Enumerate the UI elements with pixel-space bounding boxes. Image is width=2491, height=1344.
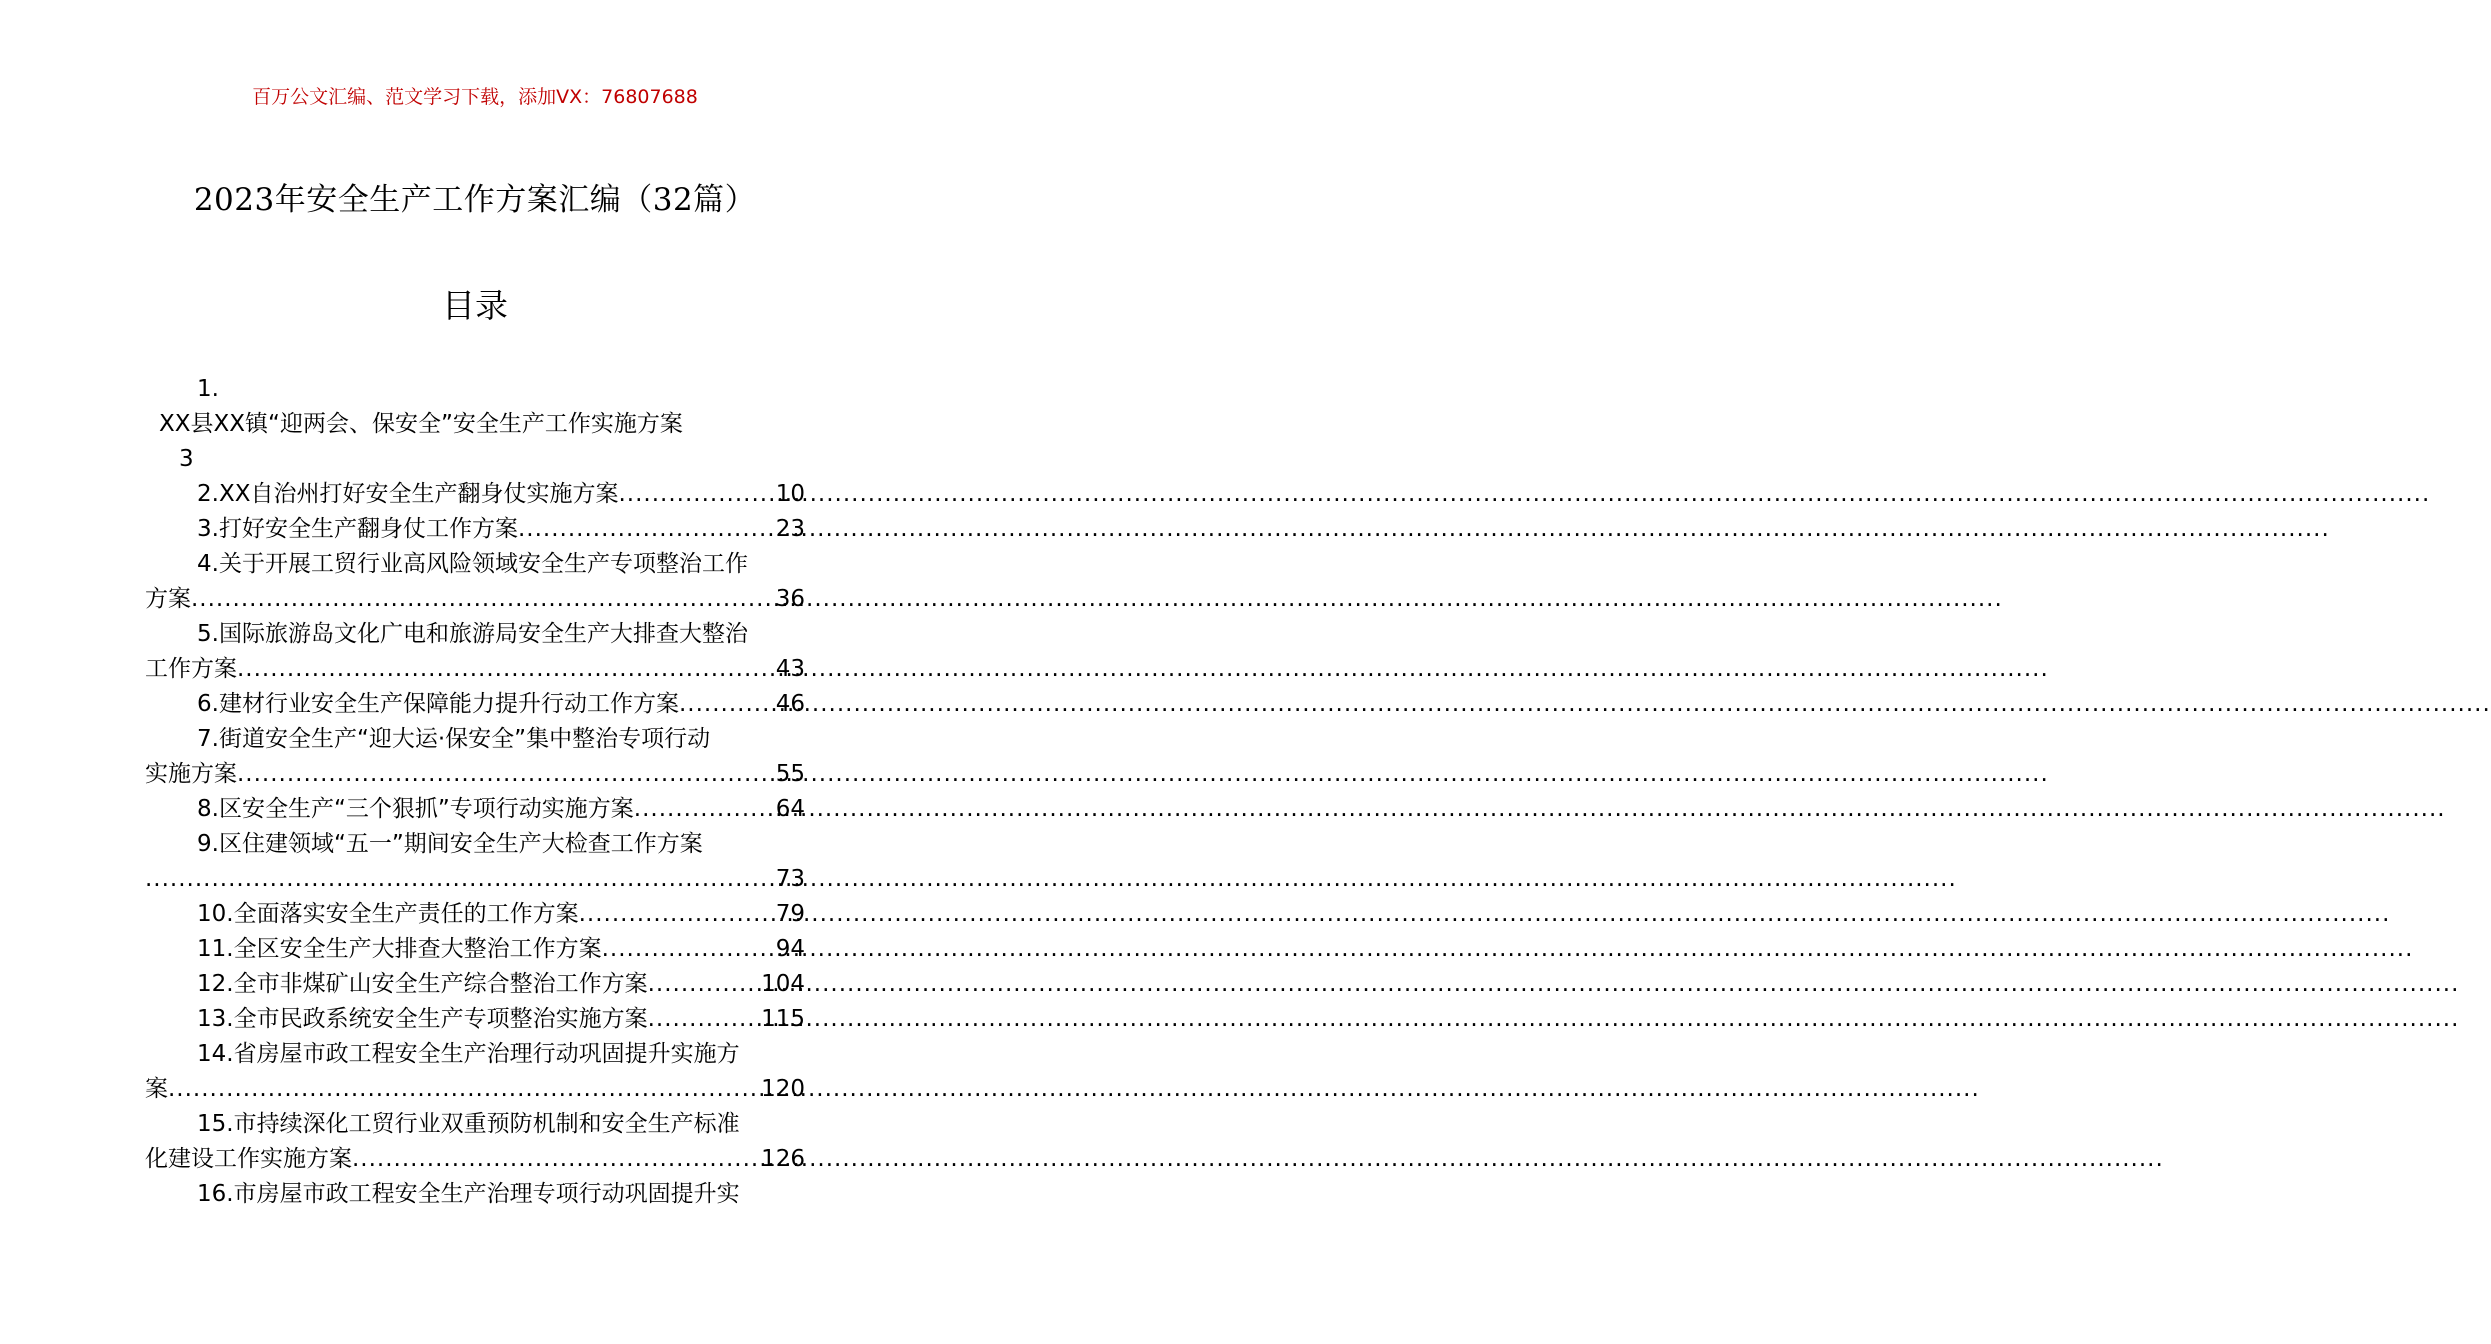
toc-item-10-page: 79: [775, 901, 805, 927]
toc-item-9-line2[interactable]: [145, 862, 805, 897]
toc-item-3-page: 23: [775, 516, 805, 542]
toc-item-9-title: 9.区住建领域“五一”期间安全生产大检查工作方案: [197, 831, 703, 857]
toc-item-5-title: 5.国际旅游岛文化广电和旅游局安全生产大排查大整治: [197, 621, 748, 647]
toc-item-12-title: 12.全市非煤矿山安全生产综合整治工作方案: [197, 971, 648, 997]
toc-item-14-line2[interactable]: [145, 1072, 805, 1107]
document-title: 2023年安全生产工作方案汇编（32篇）: [193, 182, 757, 218]
toc-item-16-line1[interactable]: [145, 1177, 805, 1212]
toc-item-8-title: 8.区安全生产“三个狠抓”专项行动实施方案: [197, 796, 634, 822]
toc-item-4-page: 36: [775, 586, 805, 612]
toc-item-13-title: 13.全市民政系统安全生产专项整治实施方案: [197, 1006, 648, 1032]
toc-item-13-page: 115: [761, 1006, 805, 1032]
toc-item-1-number-line: [145, 372, 805, 407]
toc-item-1-number[interactable]: 1.: [197, 376, 219, 402]
toc-item-1-page[interactable]: 3: [179, 446, 194, 472]
leader-dots: [518, 512, 774, 547]
leader-dots: [237, 652, 774, 687]
leader-dots: [634, 792, 774, 827]
toc-item-10-title: 10.全面落实安全生产责任的工作方案: [197, 901, 579, 927]
toc-item-12-page: 104: [761, 971, 805, 997]
toc-item-14-line1[interactable]: [145, 1037, 805, 1072]
toc-item-8[interactable]: [145, 792, 805, 827]
leader-dots: [168, 1072, 759, 1107]
toc-item-11-title: 11.全区安全生产大排查大整治工作方案: [197, 936, 602, 962]
leader-dots: [648, 967, 760, 1002]
toc-item-2-title: 2.XX自治州打好安全生产翻身仗实施方案: [197, 481, 619, 507]
leader-dots: [237, 757, 774, 792]
toc-item-5-line2[interactable]: [145, 652, 805, 687]
toc-item-9-page: 73: [775, 866, 805, 892]
toc-item-1-title-line: [145, 407, 805, 442]
toc-item-14-title: 14.省房屋市政工程安全生产治理行动巩固提升实施方: [197, 1041, 740, 1067]
toc-item-2-page: 10: [775, 481, 805, 507]
toc-item-6-title: 6.建材行业安全生产保障能力提升行动工作方案: [197, 691, 679, 717]
toc-heading: 目录: [442, 286, 508, 325]
toc-item-15-line2[interactable]: [145, 1142, 805, 1177]
toc-item-7-page: 55: [775, 761, 805, 787]
toc-item-15-title-cont: 化建设工作实施方案: [145, 1146, 352, 1172]
leader-dots: [352, 1142, 759, 1177]
toc-item-14-page: 120: [761, 1076, 805, 1102]
leader-dots: [145, 862, 774, 897]
toc-item-16-title: 16.市房屋市政工程安全生产治理专项行动巩固提升实: [197, 1181, 740, 1207]
toc-item-7-line2[interactable]: [145, 757, 805, 792]
leader-dots: [579, 897, 774, 932]
toc-item-5-line1[interactable]: [145, 617, 805, 652]
toc-item-10[interactable]: [145, 897, 805, 932]
toc-item-4-line2[interactable]: [145, 582, 805, 617]
toc-item-13[interactable]: [145, 1002, 805, 1037]
toc-item-14-title-cont: 案: [145, 1076, 168, 1102]
toc-item-4-title: 4.关于开展工贸行业高风险领域安全生产专项整治工作: [197, 551, 748, 577]
toc-item-6-page: 46: [775, 691, 805, 717]
leader-dots: [648, 1002, 760, 1037]
header-banner: 百万公文汇编、范文学习下载，添加VX：76807688: [252, 86, 698, 108]
toc-item-9-line1[interactable]: [145, 827, 805, 862]
toc-item-1-title[interactable]: XX县XX镇“迎两会、保安全”安全生产工作实施方案: [159, 411, 683, 437]
leader-dots: [602, 932, 774, 967]
toc-item-15-page: 126: [761, 1146, 805, 1172]
toc-item-4-title-cont: 方案: [145, 586, 191, 612]
toc-item-15-line1[interactable]: [145, 1107, 805, 1142]
toc-item-4-line1[interactable]: [145, 547, 805, 582]
table-of-contents: [145, 372, 805, 1212]
toc-item-11-page: 94: [775, 936, 805, 962]
toc-item-3[interactable]: [145, 512, 805, 547]
toc-item-5-title-cont: 工作方案: [145, 656, 237, 682]
toc-item-7-line1[interactable]: [145, 722, 805, 757]
leader-dots: [679, 687, 774, 722]
toc-item-5-page: 43: [775, 656, 805, 682]
toc-item-7-title: 7.街道安全生产“迎大运·保安全”集中整治专项行动: [197, 726, 711, 752]
leader-dots: [618, 477, 773, 512]
toc-item-2[interactable]: [145, 477, 805, 512]
toc-item-7-title-cont: 实施方案: [145, 761, 237, 787]
toc-item-15-title: 15.市持续深化工贸行业双重预防机制和安全生产标准: [197, 1111, 740, 1137]
toc-item-12[interactable]: [145, 967, 805, 1002]
toc-item-6[interactable]: [145, 687, 805, 722]
toc-item-1-page-line: [145, 442, 805, 477]
leader-dots: [191, 582, 774, 617]
toc-item-11[interactable]: [145, 932, 805, 967]
toc-item-8-page: 64: [775, 796, 805, 822]
toc-item-3-title: 3.打好安全生产翻身仗工作方案: [197, 516, 518, 542]
